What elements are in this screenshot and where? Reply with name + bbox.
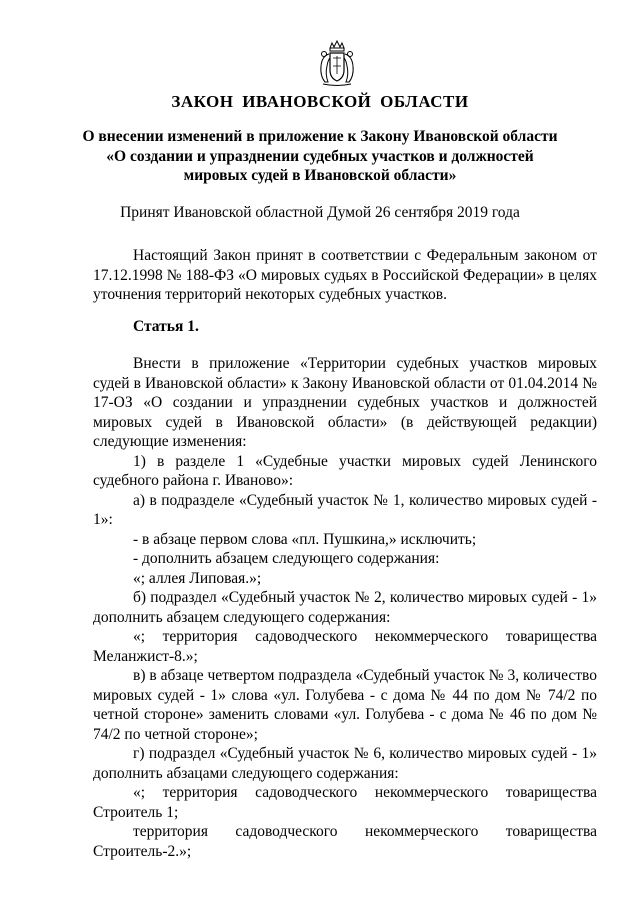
paragraph: - в абзаце первом слова «пл. Пушкина,» исключить; bbox=[133, 530, 477, 548]
paragraph: - дополнить абзацем следующего содержания: bbox=[133, 550, 440, 567]
paragraph: б) подраздел «Судебный участок № 2, количество мировых судей - 1» дополнить абзацем следующего содержания: bbox=[93, 589, 597, 626]
paragraph: «; территория садоводческого некоммерческого товарищества Строитель 1; bbox=[93, 784, 597, 821]
subtitle-line: «О создании и упразднении судебных участков и должностей bbox=[106, 147, 534, 165]
article-heading: Статья 1. bbox=[133, 317, 199, 335]
preamble: Настоящий Закон принят в соответствии с Федеральным законом от 17.12.1998 № 188-ФЗ «О мировых судьях в Российской Федерации» в целях уточнения территорий некоторых судебных участков. bbox=[93, 247, 597, 303]
document-title: ЗАКОН ИВАНОВСКОЙ ОБЛАСТИ bbox=[171, 92, 469, 111]
paragraph: в) в абзаце четвертом подраздела «Судебный участок № 3, количество мировых судей - 1» слова «ул. Голубева - с дома № 44 по дом № 74/2 по четной стороне» заменить словами «ул. Голубева - с дома № 46 по дом № 74/2 по четной стороне»; bbox=[93, 667, 597, 743]
paragraph: «; территория садоводческого некоммерческого товарищества Меланжист-8.»; bbox=[93, 628, 597, 665]
paragraph: 1) в разделе 1 «Судебные участки мировых судей Ленинского судебного района г. Иваново»: bbox=[93, 452, 597, 489]
subtitle-line: мировых судей в Ивановской области» bbox=[183, 167, 457, 184]
paragraph: а) в подразделе «Судебный участок № 1, количество мировых судей - 1»: bbox=[93, 491, 597, 528]
adoption-date: Принят Ивановской областной Думой 26 сентября 2019 года bbox=[120, 204, 520, 221]
paragraph: Внести в приложение «Территории судебных участков мировых судей в Ивановской области» к Закону Ивановской области от 01.04.2014 № 17-ОЗ «О создании и упразднении судебных участков и должностей мировых судей в Ивановской области» (в действующей редакции) следующие изменения: bbox=[93, 355, 597, 450]
paragraph: г) подраздел «Судебный участок № 6, количество мировых судей - 1» дополнить абзацами следующего содержания: bbox=[93, 745, 597, 782]
document-body bbox=[93, 246, 597, 861]
subtitle-line: О внесении изменений в приложение к Закону Ивановской области bbox=[82, 128, 558, 145]
paragraph: территория садоводческого некоммерческого товарищества Строитель-2.»; bbox=[93, 823, 597, 860]
coat-of-arms-icon bbox=[316, 40, 358, 88]
document-subtitle bbox=[0, 127, 640, 186]
paragraph: «; аллея Липовая.»; bbox=[133, 569, 262, 587]
